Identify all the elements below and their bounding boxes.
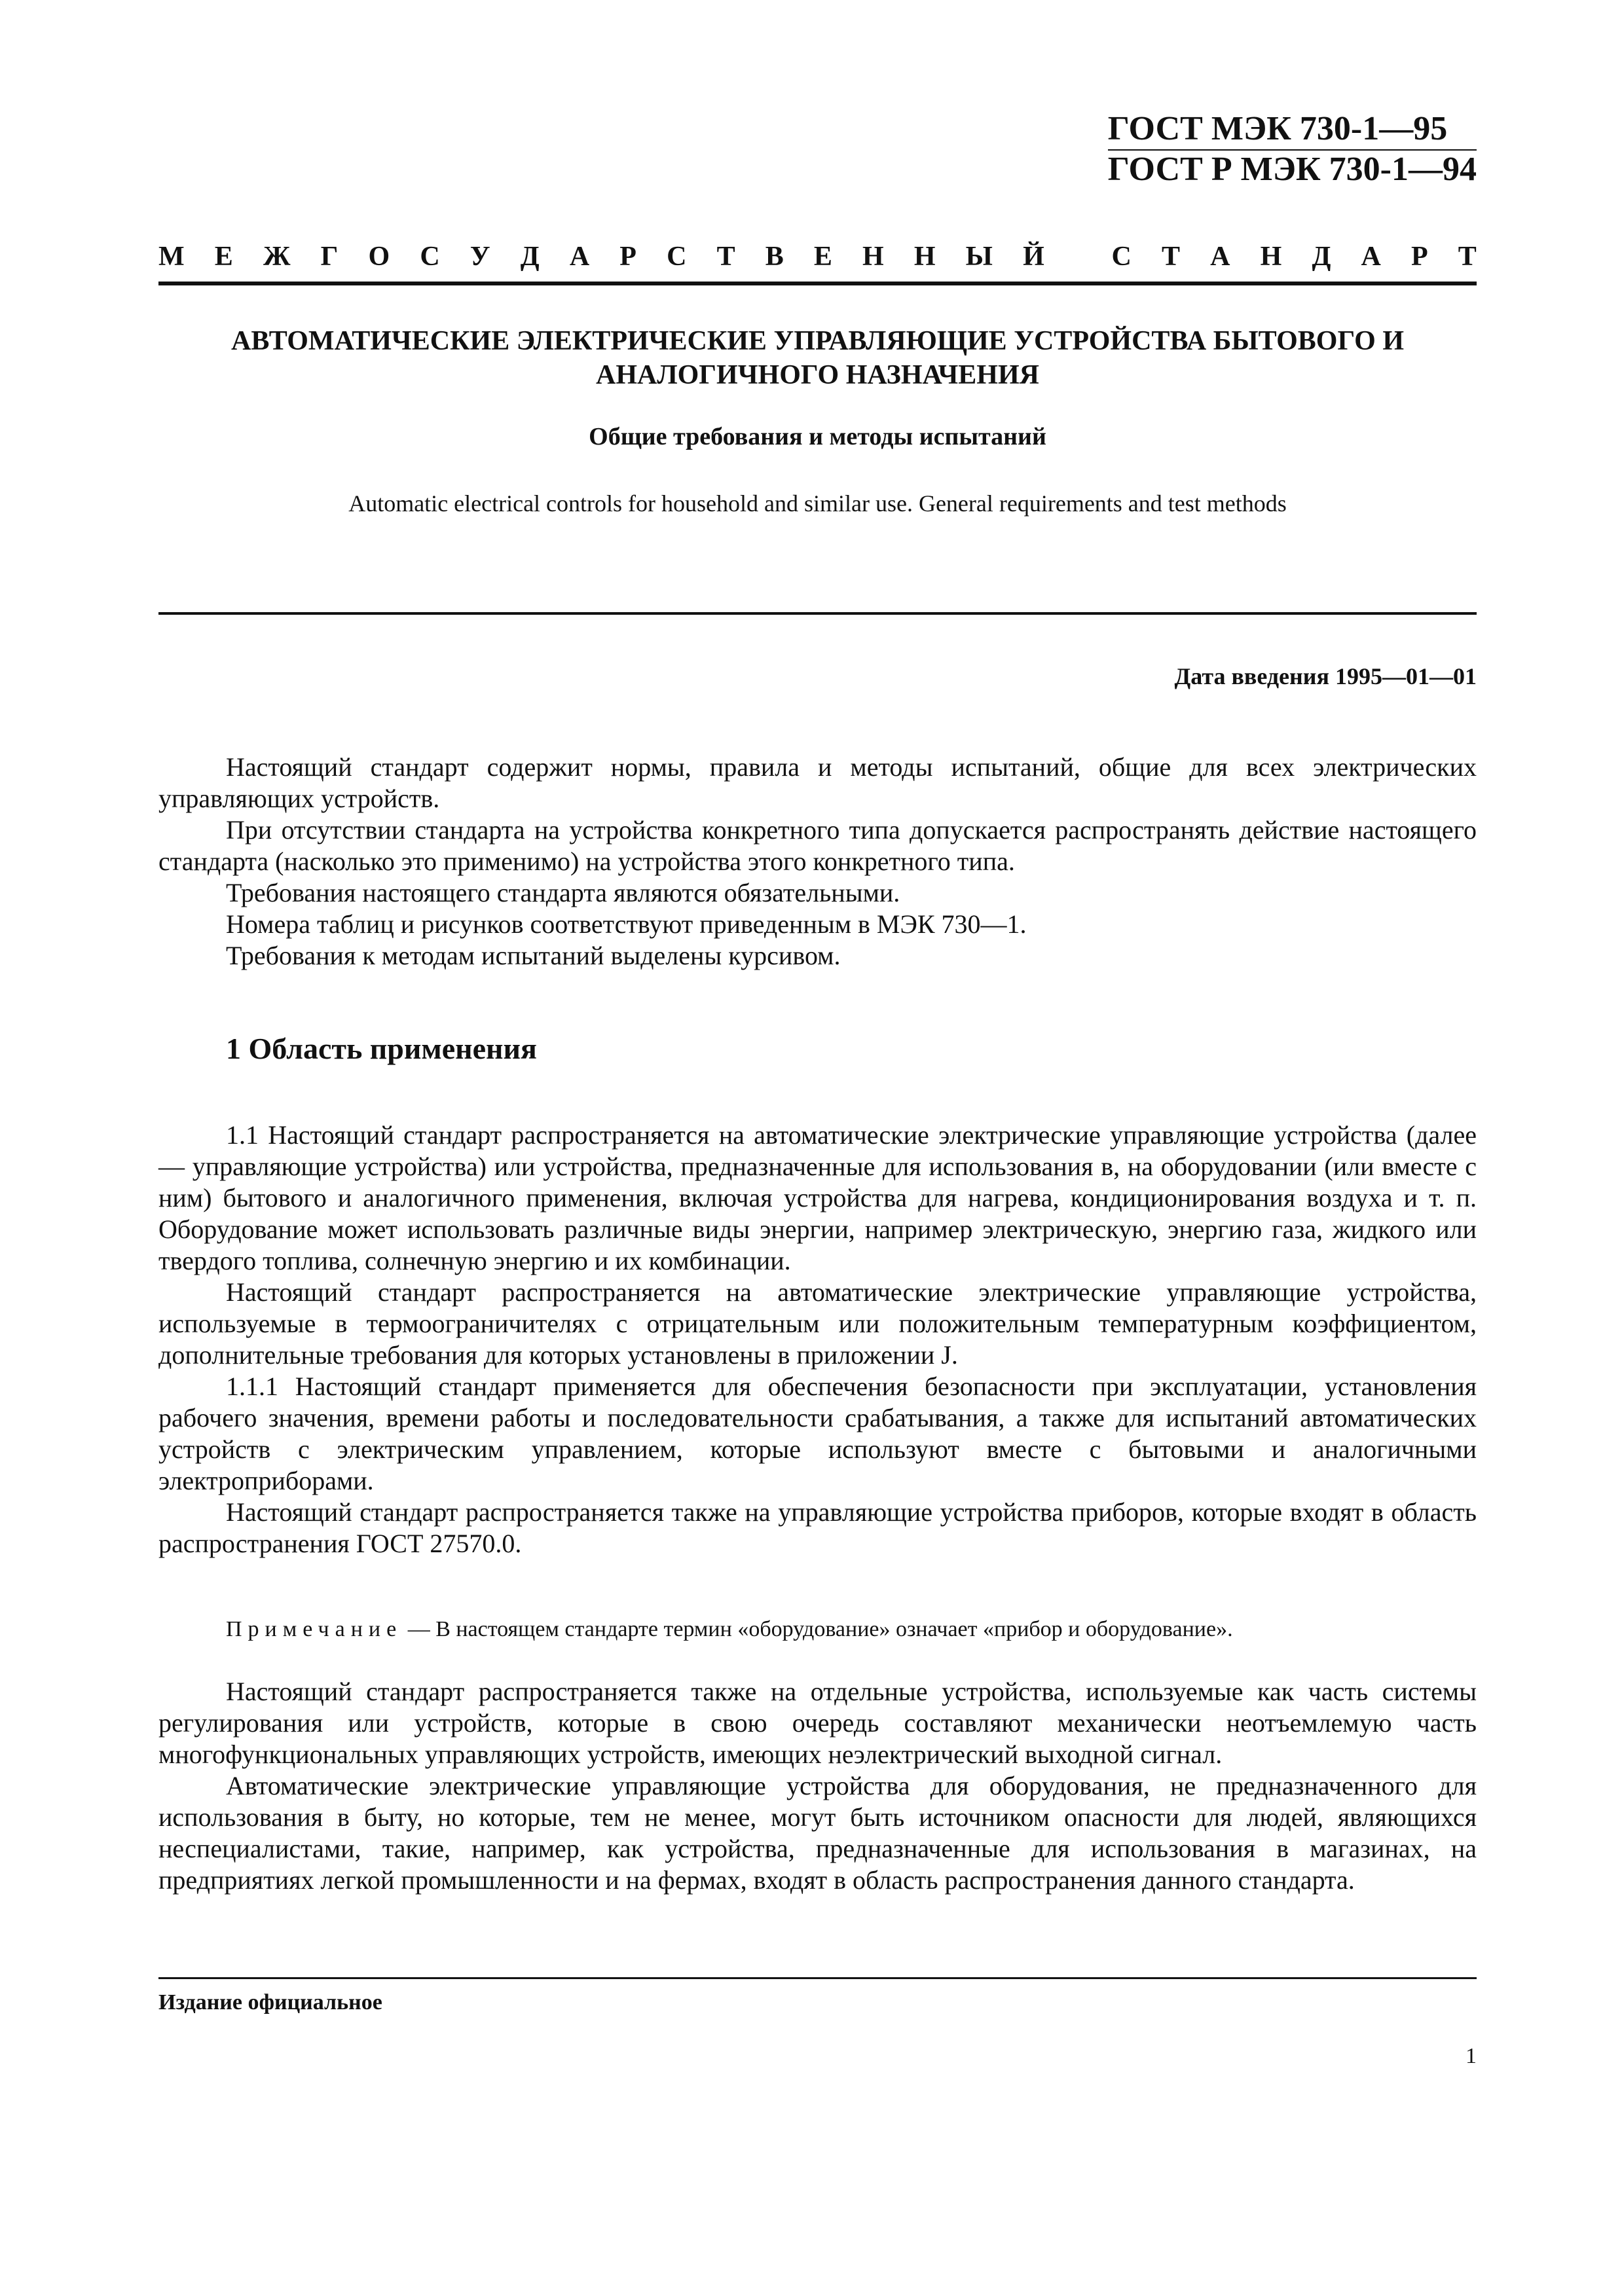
section-text-a [158, 1120, 1477, 1559]
banner-letter: Т [1162, 242, 1181, 272]
banner-letter: Ы [965, 242, 993, 272]
banner-letter: Д [520, 242, 540, 272]
banner-letter: М [158, 242, 185, 272]
designation-interstate: ГОСТ МЭК 730-1—95 [1108, 110, 1477, 151]
banner-letter: С [667, 242, 687, 272]
banner-letter: В [765, 242, 784, 272]
banner-letter: Р [1410, 242, 1428, 272]
banner-letter: Й [1023, 242, 1044, 272]
paragraph: Настоящий стандарт распространяется также на управляющие устройства приборов, которые входят в область распространения ГОСТ 27570.0. [158, 1497, 1477, 1558]
banner-letter: Н [862, 242, 884, 272]
banner-letter: С [1111, 242, 1132, 272]
paragraph: Требования настоящего стандарта являются обязательными. [226, 878, 900, 907]
paragraph: 1.1 Настоящий стандарт распространяется на автоматические электрические управляющие устройства (далее — управляющие устройства) или устройства, предназначенные для использования в, на оборудовании (или вместе с ним) бытового и аналогичного применения, включая устройства для нагрева, кондиционирования воздуха и т. п. Оборудование может использовать различные виды энергии, например электрическую, энергию газа, жидкого или твердого топлива, солнечную энергию и их комбинации. [158, 1120, 1477, 1275]
note-text: — В настоящем стандарте термин «оборудование» означает «прибор и оборудование». [407, 1617, 1233, 1641]
banner-letter: Т [1458, 242, 1477, 272]
banner-letter: Н [913, 242, 936, 272]
banner-letter: Е [214, 242, 233, 272]
note [226, 1617, 1477, 1642]
paragraph: 1.1.1 Настоящий стандарт применяется для обеспечения безопасности при эксплуатации, установления рабочего значения, времени работы и последовательности срабатывания, а также для испытаний автоматических устройств с электрическим управлением, которые используют вместе с бытовыми и аналогичными электроприборами. [158, 1372, 1477, 1495]
banner-letter: О [368, 242, 390, 272]
page-number: 1 [1465, 2044, 1477, 2068]
paragraph: Настоящий стандарт содержит нормы, правила и методы испытаний, общие для всех электрических управляющих устройств. [158, 752, 1477, 813]
paragraph: Настоящий стандарт распространяется также на отдельные устройства, используемые как часть системы регулирования или устройств, которые в свою очередь составляют механически неотъемлемую часть многофункциональных управляющих устройств, имеющих неэлектрический выходной сигнал. [158, 1677, 1477, 1769]
title-rule [158, 612, 1477, 615]
title-line-2: АНАЛОГИЧНОГО НАЗНАЧЕНИЯ [596, 360, 1039, 390]
banner-letter: У [470, 242, 490, 272]
paragraph: Номера таблиц и рисунков соответствуют приведенным в МЭК 730—1. [226, 909, 1027, 939]
english-title: Automatic electrical controls for household and similar use. General requirements and test methods [348, 490, 1287, 517]
introduction-date: Дата введения 1995—01—01 [1174, 663, 1477, 689]
banner-letter: А [569, 242, 590, 272]
banner-letter: Р [619, 242, 636, 272]
banner-letter: Е [813, 242, 832, 272]
banner-letter: А [1210, 242, 1230, 272]
banner-letter: С [420, 242, 440, 272]
banner-letter: Т [716, 242, 735, 272]
intro-text [158, 752, 1477, 972]
note-label: Примечание [226, 1617, 403, 1641]
header-rule [158, 282, 1477, 285]
section-heading: 1 Область применения [226, 1032, 537, 1065]
banner-letter: Г [320, 242, 339, 272]
footer-rule [158, 1977, 1477, 1979]
banner-letter: А [1361, 242, 1381, 272]
banner-word-gap [1075, 241, 1082, 272]
document-title [158, 324, 1477, 392]
edition-label: Издание официальное [158, 1990, 382, 2014]
paragraph: Автоматические электрические управляющие устройства для оборудования, не предназначенного для использования в быту, но которые, тем не менее, могут быть источником опасности для людей, являющихся неспециалистами, такие, например, как устройства, предназначенные для использования в магазинах, на предприятиях легкой промышленности и на фермах, входят в область распространения данного стандарта. [158, 1771, 1477, 1895]
designation-national: ГОСТ Р МЭК 730-1—94 [1107, 151, 1477, 188]
standard-designation [1108, 110, 1477, 189]
section-text-b [158, 1676, 1477, 1896]
paragraph: Требования к методам испытаний выделены курсивом. [226, 941, 841, 970]
paragraph: Настоящий стандарт распространяется на автоматические электрические управляющие устройства, используемые в термоограничителях с отрицательным или положительным температурным коэффициентом, дополнительные требования для которых установлены в приложении J. [158, 1277, 1477, 1370]
banner-letter: Д [1312, 242, 1331, 272]
paragraph: При отсутствии стандарта на устройства конкретного типа допускается распространять действие настоящего стандарта (насколько это применимо) на устройства этого конкретного типа. [158, 815, 1477, 876]
interstate-standard-banner [158, 241, 1477, 272]
title-line-1: АВТОМАТИЧЕСКИЕ ЭЛЕКТРИЧЕСКИЕ УПРАВЛЯЮЩИЕ УСТРОЙСТВА БЫТОВОГО И [231, 326, 1404, 356]
document-subtitle: Общие требования и методы испытаний [589, 423, 1046, 450]
banner-letter: Н [1260, 242, 1282, 272]
banner-letter: Ж [263, 242, 291, 272]
